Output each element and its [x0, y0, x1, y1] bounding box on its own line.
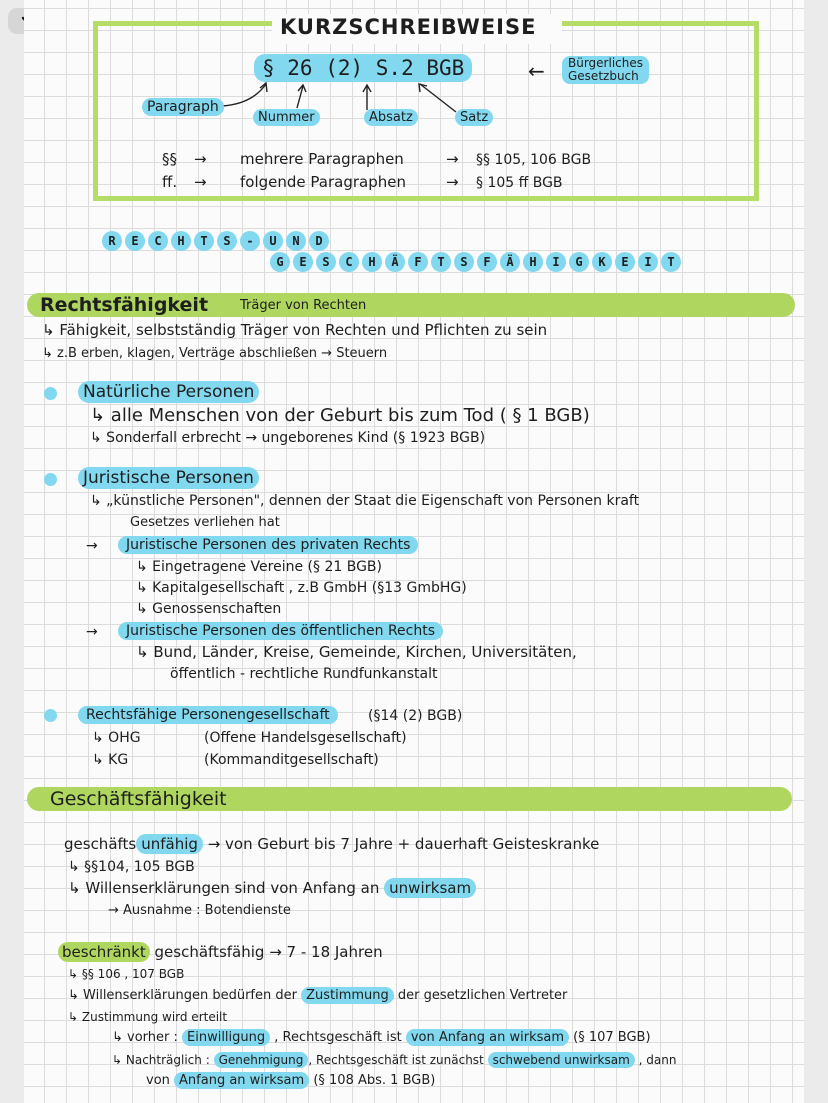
heading-letter: H [523, 252, 543, 272]
jp-line2: Gesetzes verliehen hat [130, 515, 280, 530]
bullet-dot [44, 709, 57, 722]
heading-letter: I [638, 252, 658, 272]
rf-line1: ↳ Fähigkeit, selbstständig Träger von Rechten und Pflichten zu sein [42, 321, 548, 339]
heading-letter: C [148, 231, 168, 251]
anfang-wirksam-highlight: Anfang an wirksam [174, 1072, 309, 1089]
row2-arrow: → [194, 173, 207, 191]
bullet-dot [44, 473, 57, 486]
heading-line2 [270, 252, 684, 272]
heading-letter: T [194, 231, 214, 251]
heading-letter: E [293, 252, 313, 272]
heading-letter: F [408, 252, 428, 272]
zustimmung-highlight: Zustimmung [301, 987, 394, 1004]
einwilligung-highlight: Einwilligung [182, 1029, 270, 1046]
heading-line1 [102, 231, 332, 251]
jp-oef-item2: öffentlich - rechtliche Rundfunkanstalt [170, 666, 438, 682]
label-paragraph: Paragraph [142, 100, 224, 114]
heading-letter: Ä [500, 252, 520, 272]
genehmigung-highlight: Genehmigung [214, 1052, 309, 1068]
label-nummer: Nummer [253, 111, 320, 124]
citation-formula-text: § 26 (2) S.2 BGB [254, 54, 472, 82]
jp-priv-item1: ↳ Eingetragene Vereine (§ 21 BGB) [136, 559, 382, 575]
gf-beschraenkt-line: beschränkt geschäftsfähig → 7 - 18 Jahren [58, 945, 383, 960]
np-line1: ↳ alle Menschen von der Geburt bis zum Tod ( § 1 BGB) [90, 405, 590, 426]
von-anfang-wirksam-highlight: von Anfang an wirksam [406, 1029, 569, 1046]
heading-letter: S [316, 252, 336, 272]
label-satz: Satz [455, 111, 493, 124]
rechtsfaehigkeit-title: Rechtsfähigkeit [40, 294, 209, 316]
rpg-kg-text: (Kommanditgesellschaft) [204, 752, 379, 768]
heading-letter: U [263, 231, 283, 251]
jp-line1: ↳ „künstliche Personen", dennen der Staat die Eigenschaft von Personen kraft [90, 493, 640, 509]
rpg-ref: (§14 (2) BGB) [368, 708, 463, 724]
jp-priv-item2: ↳ Kapitalgesellschaft , z.B GmbH (§13 GmbHG) [136, 580, 467, 596]
heading-letter: T [661, 252, 681, 272]
rpg-kg: ↳ KG [92, 752, 129, 768]
jp-privat-title: Juristische Personen des privaten Rechts [118, 538, 418, 552]
heading-letter: G [270, 252, 290, 272]
heading-letter: S [454, 252, 474, 272]
gf-unfaehig-line: geschäfts unfähig → von Geburt bis 7 Jahre + dauerhaft Geisteskranke [64, 835, 600, 853]
gf-b-line5: ↳ Nachträglich : Genehmigung , Rechtsgeschäft ist zunächst schwebend unwirksam , dann [112, 1053, 677, 1067]
rf-line2: ↳ z.B erben, klagen, Verträge abschließen → Steuern [42, 346, 388, 361]
heading-letter: K [592, 252, 612, 272]
heading-letter: I [546, 252, 566, 272]
gf-b-line2: ↳ Willenserklärungen bedürfen der Zustimmung der gesetzlichen Vertreter [68, 988, 568, 1003]
heading-letter: E [125, 231, 145, 251]
rpg-ohg-text: (Offene Handelsgesellschaft) [204, 730, 407, 746]
beschraenkt-highlight: beschränkt [58, 942, 150, 962]
bgb-explanation-line2: Gesetzbuch [568, 69, 639, 83]
jp-priv-arrow: → [86, 538, 98, 554]
heading-letter: E [615, 252, 635, 272]
bgb-explanation-line1: Bürgerliches [568, 56, 643, 70]
heading-letter: - [240, 231, 260, 251]
gf-u-line3: → Ausnahme : Botendienste [108, 903, 291, 918]
heading-letter: N [286, 231, 306, 251]
gf-b-line3: ↳ Zustimmung wird erteilt [68, 1010, 228, 1024]
gf-b-line1: ↳ §§ 106 , 107 BGB [68, 967, 185, 981]
gf-u-line1: ↳ §§104, 105 BGB [68, 859, 195, 875]
heading-letter: H [362, 252, 382, 272]
jp-oeffentlich-title: Juristische Personen des öffentlichen Rechts [118, 624, 443, 638]
heading-letter: R [102, 231, 122, 251]
double-paragraph-symbol: §§ [162, 150, 177, 168]
gf-b-line6: von Anfang an wirksam (§ 108 Abs. 1 BGB) [146, 1073, 436, 1088]
geschaeftsfaehigkeit-title: Geschäftsfähigkeit [50, 788, 227, 810]
juristische-personen-title: Juristische Personen [78, 470, 259, 487]
row2-text: folgende Paragraphen [240, 173, 406, 191]
heading-letter: G [569, 252, 589, 272]
row1-arrow: → [194, 150, 207, 168]
row1-example: §§ 105, 106 BGB [476, 152, 592, 168]
heading-letter: S [217, 231, 237, 251]
gf-b-line4: ↳ vorher : Einwilligung , Rechtsgeschäft ist von Anfang an wirksam (§ 107 BGB) [112, 1030, 651, 1045]
heading-letter: T [431, 252, 451, 272]
rpg-ohg: ↳ OHG [92, 730, 141, 746]
kurzschreibweise-title: KURZSCHREIBWEISE [280, 15, 537, 39]
unfaehig-highlight: unfähig [136, 834, 203, 854]
heading-letter: F [477, 252, 497, 272]
row1-text: mehrere Paragraphen [240, 150, 404, 168]
np-line2: ↳ Sonderfall erbrecht → ungeborenes Kind (§ 1923 BGB) [90, 430, 486, 446]
jp-oef-arrow: → [86, 624, 98, 640]
label-absatz: Absatz [364, 111, 418, 124]
row2-arrow2: → [446, 173, 459, 191]
rechtsfaehigkeit-subtitle: Träger von Rechten [240, 298, 367, 313]
jp-oef-item1: ↳ Bund, Länder, Kreise, Gemeinde, Kirchen, Universitäten, [136, 643, 577, 661]
natuerliche-personen-title: Natürliche Personen [78, 384, 259, 401]
heading-letter: C [339, 252, 359, 272]
jp-priv-item3: ↳ Genossenschaften [136, 601, 282, 617]
unwirksam-highlight: unwirksam [384, 878, 476, 898]
heading-letter: D [309, 231, 329, 251]
gf-u-line2: ↳ Willenserklärungen sind von Anfang an unwirksam [68, 881, 476, 896]
ff-symbol: ff. [162, 173, 178, 191]
schwebend-unwirksam-highlight: schwebend unwirksam [488, 1052, 635, 1068]
row1-arrow2: → [446, 150, 459, 168]
heading-letter: H [171, 231, 191, 251]
bullet-dot [44, 387, 57, 400]
rechtsfaehige-personengesellschaft-title: Rechtsfähige Personengesellschaft [78, 708, 338, 722]
heading-letter: Ä [385, 252, 405, 272]
arrow-to-bgb: ← [528, 59, 545, 83]
row2-example: § 105 ff BGB [476, 175, 563, 191]
